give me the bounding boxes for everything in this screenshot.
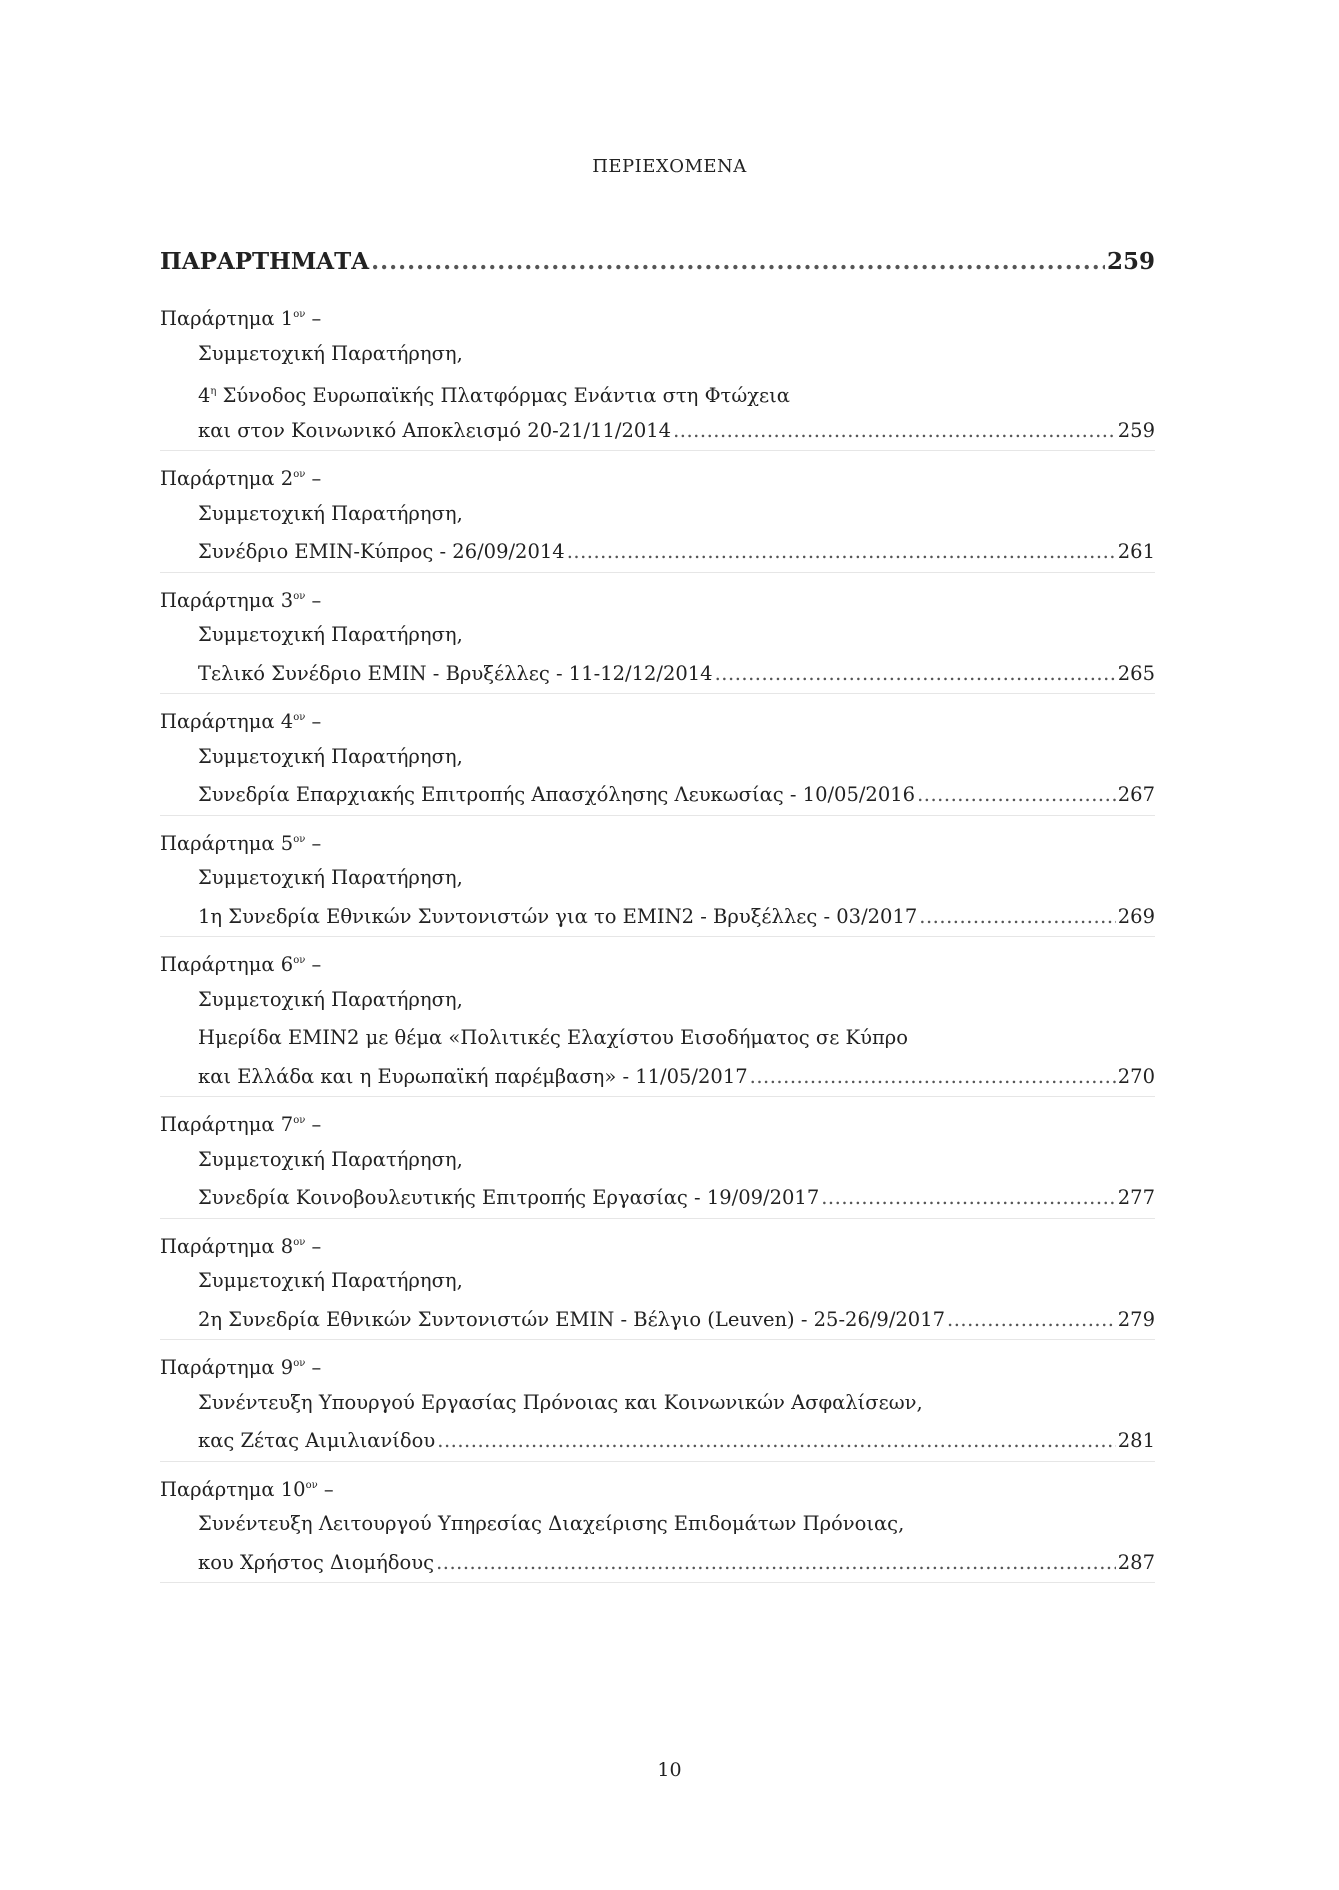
entry-title-line: Συνέντευξη Υπουργού Εργασίας Πρόνοιας και Κοινωνικών Ασφαλίσεων, <box>198 1390 923 1414</box>
entry-title-line: Συμμετοχική Παρατήρηση, <box>198 744 463 768</box>
entry-last-line <box>160 1301 1155 1341</box>
entry-last-line <box>160 412 1155 452</box>
entry-title-end: και Ελλάδα και η Ευρωπαϊκή παρέμβαση» - 11/05/2017 <box>198 1064 748 1088</box>
ordinal-suffix: ον <box>293 1358 306 1369</box>
appendix-label <box>160 1467 1155 1506</box>
entry-page-number: 281 <box>1117 1429 1155 1452</box>
dot-leader <box>917 776 1116 815</box>
dot-leader <box>821 1179 1116 1218</box>
dash: – <box>305 710 322 733</box>
entry-title-end: Συνεδρία Κοινοβουλευτικής Επιτροπής Εργασίας - 19/09/2017 <box>198 1186 820 1209</box>
entry-title-end: Τελικό Συνέδριο EMIN - Βρυξέλλες - 11-12/12/2014 <box>198 661 713 685</box>
toc-entry[interactable] <box>160 456 1155 573</box>
entry-title-end: 1η Συνεδρία Εθνικών Συντονιστών για το EMIN2 - Βρυξέλλες - 03/2017 <box>198 904 918 928</box>
ordinal-suffix: ον <box>293 833 306 845</box>
dash: – <box>305 467 322 490</box>
appendix-label <box>160 578 1155 617</box>
ordinal-suffix: ον <box>293 1115 306 1126</box>
title-text: Σύνοδος Ευρωπαϊκής Πλατφόρμας Ενάντια στη Φτώχεια <box>222 384 790 407</box>
dash: – <box>305 588 322 612</box>
ordinal-suffix: ον <box>293 955 306 966</box>
appendix-number: Παράρτημα 3 <box>160 588 294 612</box>
entry-page-number: 287 <box>1117 1550 1155 1574</box>
appendix-number: Παράρτημα 9 <box>160 1356 294 1379</box>
dash: – <box>305 307 322 330</box>
appendix-number: Παράρτημα 8 <box>160 1234 294 1258</box>
appendix-label <box>160 296 1155 335</box>
section-title: ΠΑΡΑΡΤΗΜΑΤΑ <box>160 248 370 275</box>
dash: – <box>305 953 322 976</box>
dash: – <box>305 1113 322 1136</box>
entry-title-line: Συμμετοχική Παρατήρηση, <box>198 341 463 365</box>
appendix-label <box>160 456 1155 495</box>
entry-last-line <box>160 1058 1155 1098</box>
entry-title-line: Συμμετοχική Παρατήρηση, <box>198 866 463 889</box>
ordinal-suffix: ον <box>293 1236 306 1248</box>
entry-title-line: Ημερίδα EMIN2 με θέμα «Πολιτικές Ελαχίστου Εισοδήματος σε Κύπρο <box>198 1026 908 1049</box>
entry-title-end: Συνεδρία Επαρχιακής Επιτροπής Απασχόλησης Λευκωσίας - 10/05/2016 <box>198 783 916 806</box>
toc-entry[interactable] <box>160 1102 1155 1219</box>
entry-title-line: Συμμετοχική Παρατήρηση, <box>198 623 463 646</box>
entry-title-end: κου Χρήστος Διομήδους <box>198 1550 435 1574</box>
entry-last-line <box>160 776 1155 816</box>
ordinal-suffix: ον <box>293 309 306 320</box>
entry-title-end: και στον Κοινωνικό Αποκλεισμό 20-21/11/2014 <box>198 418 672 442</box>
dot-leader <box>715 655 1116 694</box>
dot-leader <box>750 1058 1116 1097</box>
entry-page-number: 270 <box>1117 1064 1155 1088</box>
entry-title-line: Συμμετοχική Παρατήρηση, <box>198 501 463 525</box>
appendix-label <box>160 1345 1155 1384</box>
section-page-number: 259 <box>1106 248 1155 275</box>
title-prefix-suffix: η <box>210 386 217 397</box>
entry-title-line: Συνέντευξη Λειτουργού Υπηρεσίας Διαχείρισης Επιδομάτων Πρόνοιας, <box>198 1512 905 1535</box>
ordinal-suffix: ον <box>305 1479 318 1491</box>
entry-title-end: 2η Συνεδρία Εθνικών Συντονιστών EMIN - Βέλγιο (Leuven) - 25-26/9/2017 <box>198 1307 946 1331</box>
toc-entry[interactable] <box>160 699 1155 816</box>
appendix-number: Παράρτημα 2 <box>160 467 294 490</box>
entry-title-line: Συμμετοχική Παρατήρηση, <box>198 1147 463 1171</box>
table-of-contents <box>160 248 1155 1588</box>
appendix-number: Παράρτημα 7 <box>160 1113 294 1136</box>
entry-page-number: 265 <box>1117 661 1155 685</box>
entry-title-end: κας Ζέτας Αιμιλιανίδου <box>198 1429 436 1452</box>
page-number: 10 <box>657 1759 682 1781</box>
dash: – <box>305 1234 322 1258</box>
dot-leader <box>437 1422 1116 1461</box>
entry-page-number: 269 <box>1117 904 1155 928</box>
entry-page-number: 267 <box>1117 783 1155 806</box>
dot-leader <box>567 533 1116 572</box>
toc-entry[interactable] <box>160 1224 1155 1341</box>
ordinal-suffix: ον <box>293 712 306 723</box>
appendix-number: Παράρτημα 6 <box>160 953 294 976</box>
appendix-number: Παράρτημα 5 <box>160 831 294 855</box>
entry-last-line <box>160 1422 1155 1462</box>
appendix-label <box>160 699 1155 738</box>
title-prefix: 4 <box>198 384 211 407</box>
entry-title-end: Συνέδριο EMIN-Κύπρος - 26/09/2014 <box>198 540 565 563</box>
running-head: ΠΕΡΙΕΧΟΜΕΝΑ <box>592 156 747 177</box>
dash: – <box>305 831 322 855</box>
ordinal-suffix: ον <box>293 469 306 480</box>
entry-page-number: 279 <box>1117 1307 1155 1331</box>
dash: – <box>305 1356 322 1379</box>
toc-entry[interactable] <box>160 1345 1155 1462</box>
entry-page-number: 261 <box>1117 540 1155 563</box>
appendix-number: Παράρτημα 1 <box>160 307 294 330</box>
entry-title-line: Συμμετοχική Παρατήρηση, <box>198 1269 463 1292</box>
appendix-number: Παράρτημα 4 <box>160 710 294 733</box>
dot-leader <box>673 412 1116 451</box>
entry-last-line <box>160 1544 1155 1584</box>
toc-entry[interactable] <box>160 942 1155 1097</box>
entry-last-line <box>160 1179 1155 1219</box>
appendix-label <box>160 821 1155 860</box>
entry-last-line <box>160 655 1155 695</box>
entry-page-number: 259 <box>1117 418 1155 442</box>
entry-last-line <box>160 533 1155 573</box>
dot-leader <box>436 1544 1116 1583</box>
toc-entry[interactable] <box>160 1467 1155 1584</box>
toc-entry[interactable] <box>160 296 1155 451</box>
appendix-number: Παράρτημα 10 <box>160 1477 306 1501</box>
toc-entry[interactable] <box>160 578 1155 695</box>
appendix-label <box>160 1224 1155 1263</box>
entry-title-line: Συμμετοχική Παρατήρηση, <box>198 987 463 1011</box>
entry-last-line <box>160 898 1155 938</box>
dot-leader <box>947 1301 1116 1340</box>
toc-entry[interactable] <box>160 821 1155 938</box>
dash: – <box>317 1477 334 1501</box>
appendix-label <box>160 942 1155 981</box>
toc-entries <box>160 296 1155 1583</box>
entry-title-line <box>160 373 1155 412</box>
toc-section-heading[interactable] <box>160 248 1155 282</box>
dot-leader <box>371 248 1105 275</box>
appendix-label <box>160 1102 1155 1141</box>
ordinal-suffix: ον <box>293 590 306 602</box>
entry-page-number: 277 <box>1117 1186 1155 1209</box>
dot-leader <box>919 898 1115 937</box>
